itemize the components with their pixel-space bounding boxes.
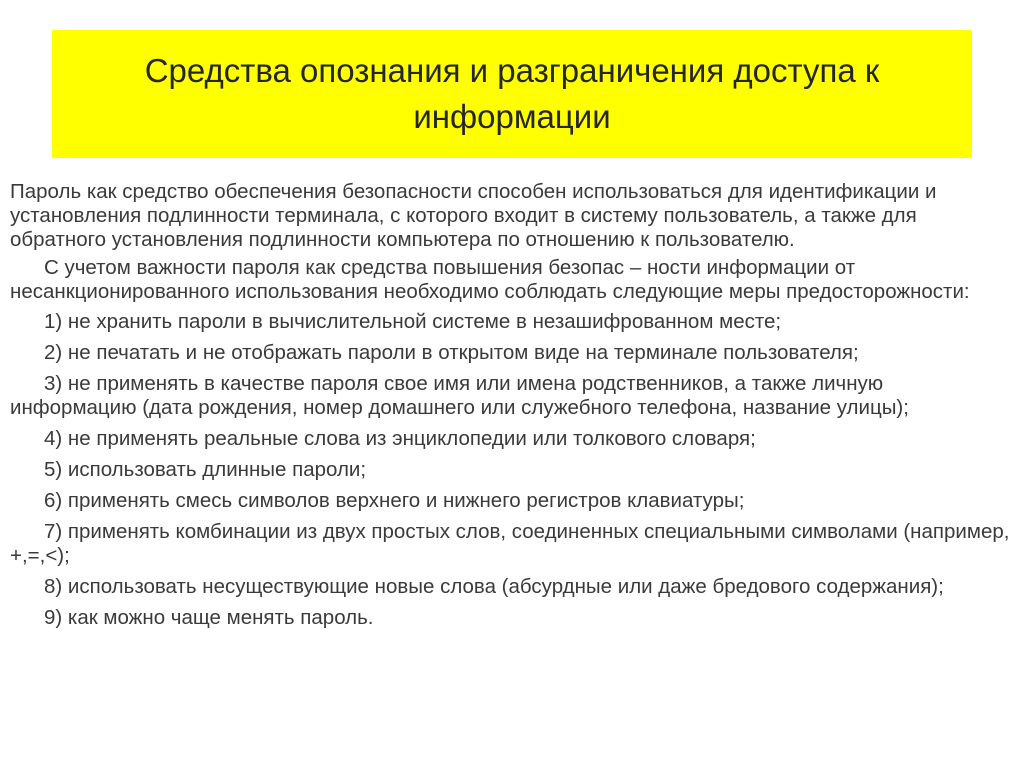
measure-item: 4) не применять реальные слова из энциклопедии или толкового словаря; — [44, 427, 756, 450]
slide-body — [10, 180, 1014, 637]
measures-list — [10, 310, 1014, 630]
measure-item: 1) не хранить пароли в вычислительной системе в незашифрованном месте; — [44, 310, 782, 333]
measure-item: 2) не печатать и не отображать пароли в открытом виде на терминале пользователя; — [44, 341, 859, 364]
measure-item: 6) применять смесь символов верхнего и нижнего регистров клавиатуры; — [44, 489, 745, 512]
slide-title: Средства опознания и разграничения доступа к информации — [144, 52, 880, 135]
measure-item: 3) не применять в качестве пароля свое имя или имена родственников, а также личную информацию (дата рождения, номер домашнего или служебного телефона, название улицы); — [10, 372, 909, 419]
intro-paragraph: Пароль как средство обеспечения безопасности способен использоваться для идентификации и установления подлинности терминала, с которого входит в систему пользователь, а также для обратного установления подлинности компьютера по отношению к пользователю. — [10, 180, 937, 251]
measures-intro-paragraph: С учетом важности пароля как средства повышения безопас – ности информации от несанкционированного использования необходимо соблюдать следующие меры предосторожности: — [10, 256, 970, 303]
title-banner — [52, 30, 972, 158]
measure-item: 8) использовать несуществующие новые слова (абсурдные или даже бредового содержания); — [44, 575, 944, 598]
measure-item: 5) использовать длинные пароли; — [44, 458, 367, 481]
measure-item: 9) как можно чаще менять пароль. — [44, 606, 374, 629]
measure-item: 7) применять комбинации из двух простых слов, соединенных специальными символами (например, +,=,<); — [10, 520, 1010, 567]
